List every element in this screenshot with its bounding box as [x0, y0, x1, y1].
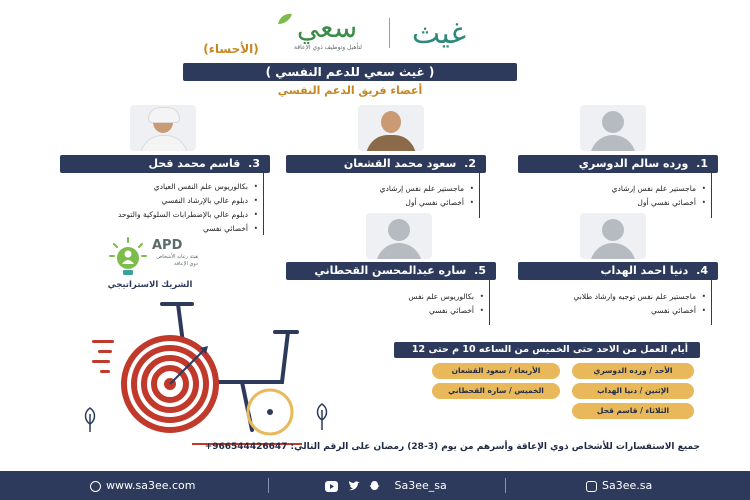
tree-icon: [80, 406, 100, 432]
member-4-connector: [711, 280, 712, 325]
snapchat-icon[interactable]: [369, 480, 380, 492]
youtube-icon[interactable]: [325, 481, 338, 492]
member-4-qualifications: [536, 290, 706, 318]
member-5-qualifications: [340, 290, 484, 318]
qualification-item: • أخصائي نفسي: [536, 304, 706, 318]
page-title: ( غيث سعي للدعم النفسي ): [183, 63, 517, 81]
member-2-name-bar: [286, 155, 486, 173]
qualification-item: • ماجستير علم نفس توجيه وارشاد طلابي: [536, 290, 706, 304]
member-3-photo: [130, 105, 196, 151]
qualification-item: • ماجستير علم نفس إرشادي: [560, 182, 706, 196]
schedule-pill: الخميس / ساره القحطاني: [432, 383, 560, 399]
page-subtitle: أعضاء فريق الدعم النفسي: [277, 84, 423, 97]
footer-divider: [268, 478, 269, 493]
tree-icon: [312, 402, 332, 430]
lightbulb-icon: [108, 236, 148, 278]
member-4-number: 4.: [696, 264, 708, 277]
social-handle[interactable]: Sa3ee_sa: [394, 479, 447, 492]
qualification-item: • دبلوم عالي بالإضطرابات السلوكية والتوحد: [90, 208, 258, 222]
member-5-name-bar: [286, 262, 496, 280]
schedule-pill: الإثنين / دنيا الهداب: [572, 383, 694, 399]
saee-logo-subtitle: لتأهيل وتوظيف ذوي الإعاقة: [293, 44, 363, 51]
member-4-avatar: [580, 213, 646, 259]
instagram-handle[interactable]: Sa3ee.sa: [602, 479, 653, 492]
footer-social[interactable]: [322, 478, 447, 493]
footer-divider: [505, 478, 506, 493]
footer-bar: [0, 471, 750, 500]
qualification-item: • أخصائي نفسي: [90, 222, 258, 236]
partner-label: الشريك الاستراتيجي: [107, 280, 193, 290]
qualification-item: • أخصائي نفسي أول: [330, 196, 474, 210]
member-5-connector: [489, 280, 490, 325]
contact-phone[interactable]: +966544426647: [204, 442, 288, 452]
region-label: (الأحساء): [203, 42, 259, 56]
qualification-item: • أخصائي نفسي: [340, 304, 484, 318]
saee-logo: سعي: [296, 11, 358, 44]
member-2-qualifications: [330, 182, 474, 210]
member-4-name-bar: [518, 262, 718, 280]
partner-logo: [108, 236, 198, 278]
member-1-name-bar: [518, 155, 718, 173]
schedule-pill: الأحد / ورده الدوسري: [572, 363, 694, 379]
member-3-name: قاسم محمد قحل: [148, 157, 241, 170]
qualification-item: • ماجستير علم نفس إرشادي: [330, 182, 474, 196]
contact-text: جميع الاستفسارات للأشخاص ذوي الإعاقة وأسرهم من يوم (3-28) رمضان على الرقم التالي:: [290, 442, 700, 452]
member-1-avatar: [580, 105, 646, 151]
schedule-pill: الثلاثاء / قاسم قحل: [572, 403, 694, 419]
instagram-icon[interactable]: [586, 481, 597, 492]
qualification-item: • بكالوريوس علم النفس العيادي: [90, 180, 258, 194]
qualification-item: • أخصائي نفسي أول: [560, 196, 706, 210]
member-1-name: ورده سالم الدوسري: [578, 157, 689, 170]
partner-logo-text: APD: [152, 238, 183, 253]
member-5-number: 5.: [474, 264, 486, 277]
contact-line: [66, 442, 700, 458]
globe-icon: [90, 481, 101, 492]
member-2-connector: [479, 173, 480, 218]
member-1-connector: [711, 173, 712, 218]
member-4-name: دنيا احمد الهداب: [600, 264, 689, 277]
member-5-name: ساره عبدالمحسن القحطاني: [314, 264, 467, 277]
working-hours-bar: أيام العمل من الاحد حتى الخميس من الساعه 10 م حتى 12: [394, 342, 700, 358]
member-5-avatar: [366, 213, 432, 259]
website-link[interactable]: www.sa3ee.com: [106, 479, 196, 492]
wheelchair-target-illustration: [92, 292, 312, 462]
member-3-connector: [263, 173, 264, 235]
member-2-name: سعود محمد القشعان: [343, 157, 457, 170]
member-3-name-bar: [60, 155, 270, 173]
qualification-item: • بكالوريوس علم نفس: [340, 290, 484, 304]
schedule-pill: الأربعاء / سعود القشعان: [432, 363, 560, 379]
partner-logo-subtitle: هيئة رعاية الأشخاص ذوي الإعاقة: [156, 254, 198, 267]
footer-website[interactable]: [90, 478, 195, 493]
logo-divider: [389, 18, 390, 48]
member-1-qualifications: [560, 182, 706, 210]
member-3-qualifications: [90, 180, 258, 236]
twitter-icon[interactable]: [348, 481, 360, 492]
ghaith-logo: غيث: [411, 16, 467, 51]
footer-instagram[interactable]: [586, 478, 652, 493]
member-3-number: 3.: [248, 157, 260, 170]
member-1-number: 1.: [696, 157, 708, 170]
member-2-number: 2.: [464, 157, 476, 170]
member-2-photo: [358, 105, 424, 151]
qualification-item: • دبلوم عالي بالإرشاد النفسي: [90, 194, 258, 208]
